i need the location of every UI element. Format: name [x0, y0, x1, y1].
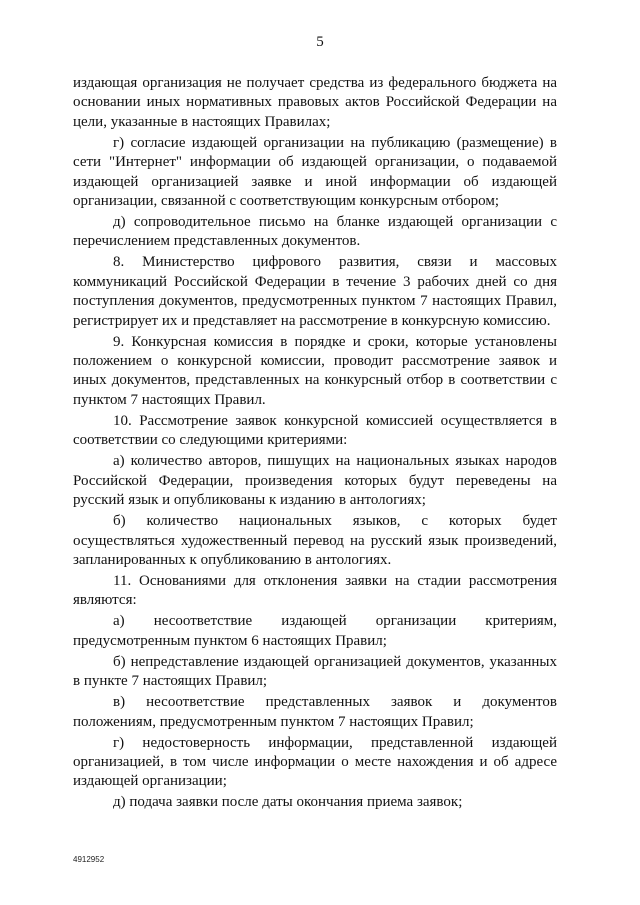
- paragraph-item-g-consent: г) согласие издающей организации на публикацию (размещение) в сети "Интернет" информации об издающей организации, о подаваемой издающей организацией заявке и иной информации об издающей организации, связанной с соответствующим конкурсным отбором;: [73, 134, 557, 210]
- page-number: 5: [316, 34, 324, 50]
- paragraph-clause-8: 8. Министерство цифрового развития, связи и массовых коммуникаций Российской Федерации в течение 3 рабочих дней со дня поступления документов, предусмотренных пунктом 7 настоящих Правил, регистрирует их и представляет на рассмотрение в конкурсную комиссию.: [73, 254, 557, 329]
- paragraph-criterion-a: а) количество авторов, пишущих на национальных языках народов Российской Федерации, произведения которых будут переведены на русский язык и опубликованы к изданию в антологиях;: [73, 453, 557, 509]
- paragraph-ground-a: а) несоответствие издающей организации критериям, предусмотренным пунктом 6 настоящих Правил;: [73, 613, 557, 649]
- paragraph-clause-9: 9. Конкурсная комиссия в порядке и сроки, которые установлены положением о конкурсной комиссии, проводит рассмотрение заявок и иных документов, представленных на конкурсный отбор в соответствии с пунктом 7 настоящих Правил.: [73, 333, 557, 408]
- paragraph-ground-g: г) недостоверность информации, представленной издающей организацией, в том числе информации о месте нахождения и об адресе издающей организации;: [73, 734, 557, 790]
- paragraph-item-d-cover-letter: д) сопроводительное письмо на бланке издающей организации с перечислением представленных документов.: [73, 214, 557, 250]
- paragraph-clause-11: 11. Основаниями для отклонения заявки на стадии рассмотрения являются:: [73, 572, 557, 609]
- document-body: [73, 74, 557, 814]
- paragraph-criterion-b: б) количество национальных языков, с которых будет осуществляться художественный перевод на русский язык произведений, запланированных к опубликованию в антологиях.: [73, 513, 557, 568]
- paragraph-ground-b: б) непредставление издающей организацией документов, указанных в пункте 7 настоящих Правил;: [73, 653, 557, 690]
- paragraph-continuation: издающая организация не получает средства из федерального бюджета на основании иных нормативных правовых актов Российской Федерации на цели, указанные в настоящих Правилах;: [73, 75, 557, 130]
- paragraph-ground-d: д) подача заявки после даты окончания приема заявок;: [113, 794, 463, 811]
- paragraph-ground-v: в) несоответствие представленных заявок и документов положениям, предусмотренным пунктом 7 настоящих Правил;: [73, 694, 557, 730]
- document-code: 4912952: [73, 855, 105, 864]
- paragraph-clause-10: 10. Рассмотрение заявок конкурсной комиссией осуществляется в соответствии со следующими критериями:: [73, 412, 557, 449]
